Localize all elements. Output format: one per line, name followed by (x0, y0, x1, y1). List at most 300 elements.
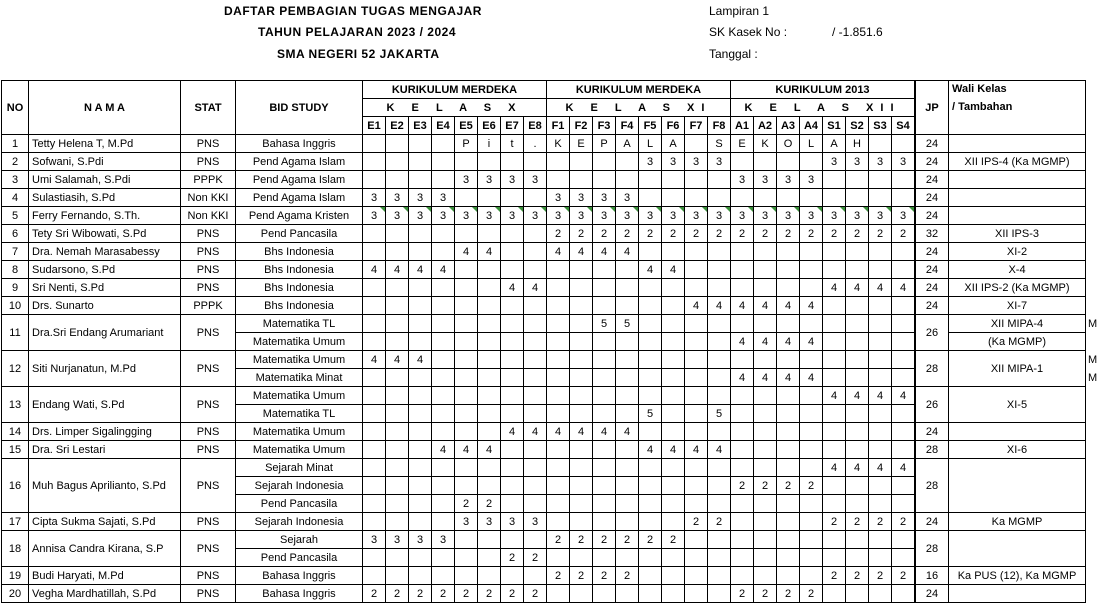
col-header-class-e8: E8 (523, 116, 547, 135)
hours-cell (385, 296, 409, 315)
hours-cell (707, 458, 731, 477)
hours-cell (431, 224, 455, 243)
col-header-class-e2: E2 (385, 116, 409, 135)
subject-name: Bahasa Inggris (235, 566, 363, 585)
hours-cell (684, 332, 708, 351)
teacher-jp: 24 (915, 584, 949, 603)
teacher-wali (948, 584, 1086, 603)
hours-cell (891, 584, 915, 603)
hours-cell (684, 368, 708, 387)
teacher-jp: 24 (915, 206, 949, 225)
hours-cell (707, 584, 731, 603)
hours-cell (408, 332, 432, 351)
teacher-status: Non KKI (180, 206, 236, 225)
row-no: 4 (1, 188, 29, 207)
hours-cell (431, 332, 455, 351)
hours-cell (730, 530, 754, 549)
hours-cell: 2 (753, 584, 777, 603)
hours-cell (845, 494, 869, 513)
hours-cell (592, 548, 616, 567)
hours-cell: 2 (569, 566, 593, 585)
hours-cell (477, 188, 501, 207)
hours-cell: 3 (523, 170, 547, 189)
hours-cell (408, 386, 432, 405)
hours-cell: 3 (592, 206, 616, 225)
hours-cell (454, 386, 478, 405)
hours-cell (592, 494, 616, 513)
hours-cell (661, 584, 685, 603)
hours-cell (477, 386, 501, 405)
hours-cell (868, 494, 892, 513)
hours-cell (776, 152, 800, 171)
hours-cell (615, 296, 639, 315)
hours-cell: E (569, 134, 593, 153)
hours-cell: 3 (661, 206, 685, 225)
hours-cell (868, 242, 892, 261)
hours-cell (891, 368, 915, 387)
hours-cell: 5 (707, 404, 731, 423)
hours-cell: 3 (615, 188, 639, 207)
row-no: 14 (1, 422, 29, 441)
hours-cell (845, 314, 869, 333)
hours-cell (477, 548, 501, 567)
hours-cell (753, 188, 777, 207)
hours-cell (408, 170, 432, 189)
hours-cell (569, 368, 593, 387)
hours-cell: 5 (615, 314, 639, 333)
col-header-class-f5: F5 (638, 116, 662, 135)
hours-cell: P (454, 134, 478, 153)
hours-cell (707, 494, 731, 513)
hours-cell (730, 404, 754, 423)
hours-cell (776, 548, 800, 567)
hours-cell (661, 458, 685, 477)
hours-cell (477, 224, 501, 243)
subject-name: Pend Agama Islam (235, 152, 363, 171)
hours-cell (477, 458, 501, 477)
hours-cell (546, 314, 570, 333)
hours-cell (776, 386, 800, 405)
hours-cell (845, 584, 869, 603)
teacher-wali (948, 134, 1086, 153)
hours-cell (822, 242, 846, 261)
hours-cell: 2 (615, 224, 639, 243)
col-header-class-f6: F6 (661, 116, 685, 135)
hours-cell (822, 188, 846, 207)
hours-cell (362, 278, 386, 297)
subject-name: Matematika Umum (235, 440, 363, 459)
hours-cell (569, 584, 593, 603)
hours-cell (569, 386, 593, 405)
hours-cell (546, 584, 570, 603)
hours-cell (845, 530, 869, 549)
hours-cell (845, 404, 869, 423)
hours-cell: 2 (477, 494, 501, 513)
hours-cell: 3 (684, 152, 708, 171)
teacher-jp: 16 (915, 566, 949, 585)
hours-cell: 4 (730, 296, 754, 315)
hours-cell (845, 332, 869, 351)
hours-cell (431, 494, 455, 513)
hours-cell (408, 278, 432, 297)
col-header-kur1: KURIKULUM MERDEKA (362, 80, 547, 99)
teacher-status: Non KKI (180, 188, 236, 207)
hours-cell: 4 (891, 458, 915, 477)
teacher-status: PNS (180, 260, 236, 279)
hours-cell: 2 (454, 584, 478, 603)
subject-name: Bhs Indonesia (235, 260, 363, 279)
hours-cell (707, 242, 731, 261)
hours-cell (684, 566, 708, 585)
hours-cell (615, 548, 639, 567)
hours-cell (615, 404, 639, 423)
hours-cell (477, 422, 501, 441)
hours-cell: 2 (822, 224, 846, 243)
hours-cell: 4 (362, 350, 386, 369)
hours-cell (707, 350, 731, 369)
hours-cell (454, 566, 478, 585)
hours-cell: 3 (385, 188, 409, 207)
hours-cell (707, 566, 731, 585)
hours-cell (891, 170, 915, 189)
hours-cell (454, 458, 478, 477)
hours-cell (546, 278, 570, 297)
hours-cell (661, 278, 685, 297)
hours-cell (684, 242, 708, 261)
hours-cell: 2 (730, 476, 754, 495)
hours-cell: 4 (523, 278, 547, 297)
hours-cell (684, 494, 708, 513)
hours-cell (822, 530, 846, 549)
hours-cell (431, 368, 455, 387)
hours-cell (730, 242, 754, 261)
row-no: 19 (1, 566, 29, 585)
hours-cell (753, 548, 777, 567)
hours-cell (477, 368, 501, 387)
hours-cell: 4 (615, 422, 639, 441)
hours-cell: 3 (868, 152, 892, 171)
teacher-jp: 24 (915, 422, 949, 441)
hours-cell (776, 242, 800, 261)
col-header-class-s2: S2 (845, 116, 869, 135)
teacher-jp: 24 (915, 260, 949, 279)
col-header-class-e6: E6 (477, 116, 501, 135)
hours-cell (822, 494, 846, 513)
hours-cell (799, 440, 823, 459)
hours-cell (569, 260, 593, 279)
hours-cell (431, 422, 455, 441)
teacher-jp: 24 (915, 170, 949, 189)
col-header-class-s4: S4 (891, 116, 915, 135)
hours-cell (707, 188, 731, 207)
hours-cell (408, 314, 432, 333)
hours-cell (638, 350, 662, 369)
hours-cell: 2 (431, 584, 455, 603)
hours-cell (615, 350, 639, 369)
hours-cell (523, 386, 547, 405)
hours-cell (799, 152, 823, 171)
hours-cell (431, 350, 455, 369)
hours-cell (615, 386, 639, 405)
hours-cell (362, 152, 386, 171)
hours-cell (523, 458, 547, 477)
col-header-kelas-xii: K E L A S XII (730, 98, 915, 117)
hours-cell (684, 350, 708, 369)
hours-cell: 4 (431, 260, 455, 279)
hours-cell (454, 404, 478, 423)
hours-cell (730, 422, 754, 441)
col-header-stat: STAT (180, 80, 236, 135)
hours-cell (661, 296, 685, 315)
hours-cell (362, 548, 386, 567)
hours-cell (799, 404, 823, 423)
lampiran-label: Lampiran 1 (709, 4, 770, 18)
hours-cell (615, 170, 639, 189)
hours-cell: 3 (753, 170, 777, 189)
hours-cell: 4 (431, 440, 455, 459)
hours-cell (799, 512, 823, 531)
hours-cell (408, 548, 432, 567)
hours-cell (431, 134, 455, 153)
hours-cell (523, 152, 547, 171)
teacher-name: Endang Wati, S.Pd (28, 386, 181, 423)
hours-cell: 3 (500, 206, 524, 225)
hours-cell (730, 350, 754, 369)
row-no: 16 (1, 458, 29, 513)
hours-cell (431, 458, 455, 477)
hours-cell (638, 548, 662, 567)
hours-cell: 4 (868, 458, 892, 477)
hours-cell (661, 548, 685, 567)
subject-name: Matematika Umum (235, 386, 363, 405)
teacher-wali: XII IPS-3 (948, 224, 1086, 243)
hours-cell: 2 (845, 512, 869, 531)
hours-cell: 3 (454, 170, 478, 189)
col-header-kelas-xi: K E L A S XI (546, 98, 731, 117)
hours-cell (408, 566, 432, 585)
hours-cell: 4 (707, 296, 731, 315)
hours-cell: A (822, 134, 846, 153)
hours-cell (523, 188, 547, 207)
teacher-wali: Ka MGMP (948, 512, 1086, 531)
hours-cell: 2 (753, 224, 777, 243)
hours-cell (454, 422, 478, 441)
hours-cell (569, 494, 593, 513)
hours-cell (661, 170, 685, 189)
teacher-name: Drs. Limper Sigalingging (28, 422, 181, 441)
hours-cell: 4 (730, 332, 754, 351)
hours-cell (845, 242, 869, 261)
hours-cell (707, 476, 731, 495)
hours-cell (776, 404, 800, 423)
hours-cell (431, 548, 455, 567)
subject-name: Sejarah (235, 530, 363, 549)
hours-cell (799, 314, 823, 333)
hours-cell (362, 458, 386, 477)
col-header-jp: JP (915, 80, 949, 135)
teacher-name: Budi Haryati, M.Pd (28, 566, 181, 585)
hours-cell (638, 512, 662, 531)
hours-cell (592, 386, 616, 405)
hours-cell: 4 (638, 260, 662, 279)
hours-cell (546, 260, 570, 279)
col-header-nama: N A M A (28, 80, 181, 135)
hours-cell (477, 296, 501, 315)
hours-cell (891, 440, 915, 459)
hours-cell (477, 278, 501, 297)
row-no: 6 (1, 224, 29, 243)
hours-cell: 4 (523, 422, 547, 441)
edge-mark: M (1088, 372, 1097, 384)
hours-cell (500, 260, 524, 279)
hours-cell (753, 260, 777, 279)
hours-cell: E (730, 134, 754, 153)
hours-cell: 4 (776, 368, 800, 387)
tanggal-label: Tanggal : (709, 47, 758, 61)
subject-name: Bhs Indonesia (235, 296, 363, 315)
hours-cell: 3 (592, 188, 616, 207)
hours-cell: 2 (546, 566, 570, 585)
teacher-status: PNS (180, 278, 236, 297)
hours-cell: 4 (454, 440, 478, 459)
hours-cell (891, 332, 915, 351)
hours-cell: 3 (362, 206, 386, 225)
hours-cell: 4 (408, 350, 432, 369)
hours-cell: 3 (707, 206, 731, 225)
subject-name: Sejarah Indonesia (235, 512, 363, 531)
hours-cell (362, 566, 386, 585)
hours-cell (845, 422, 869, 441)
hours-cell: 2 (799, 476, 823, 495)
hours-cell (684, 278, 708, 297)
hours-cell (868, 134, 892, 153)
hours-cell: 4 (362, 260, 386, 279)
hours-cell (891, 134, 915, 153)
hours-cell: 3 (776, 206, 800, 225)
hours-cell (592, 170, 616, 189)
col-header-class-e5: E5 (454, 116, 478, 135)
hours-cell (776, 350, 800, 369)
hours-cell (362, 422, 386, 441)
hours-cell (592, 350, 616, 369)
hours-cell: 2 (615, 566, 639, 585)
hours-cell (730, 278, 754, 297)
hours-cell: 2 (891, 512, 915, 531)
hours-cell (753, 386, 777, 405)
hours-cell (661, 494, 685, 513)
hours-cell (592, 458, 616, 477)
hours-cell (431, 296, 455, 315)
hours-cell: A (661, 134, 685, 153)
hours-cell: 4 (822, 458, 846, 477)
hours-cell (477, 350, 501, 369)
hours-cell (891, 530, 915, 549)
hours-cell (845, 188, 869, 207)
hours-cell: 3 (868, 206, 892, 225)
hours-cell: 2 (753, 476, 777, 495)
hours-cell (730, 188, 754, 207)
hours-cell (500, 332, 524, 351)
hours-cell (684, 134, 708, 153)
hours-cell: 4 (707, 440, 731, 459)
hours-cell (385, 566, 409, 585)
hours-cell: 2 (408, 584, 432, 603)
hours-cell (730, 458, 754, 477)
hours-cell (776, 422, 800, 441)
teacher-jp: 28 (915, 350, 949, 387)
hours-cell: 2 (477, 584, 501, 603)
hours-cell (385, 314, 409, 333)
hours-cell (661, 404, 685, 423)
row-no: 9 (1, 278, 29, 297)
hours-cell (546, 332, 570, 351)
row-no: 2 (1, 152, 29, 171)
teacher-status: PNS (180, 584, 236, 603)
hours-cell (546, 476, 570, 495)
hours-cell (776, 530, 800, 549)
hours-cell (408, 224, 432, 243)
hours-cell: 3 (500, 512, 524, 531)
col-header-class-e7: E7 (500, 116, 524, 135)
hours-cell (638, 386, 662, 405)
hours-cell: 4 (592, 242, 616, 261)
hours-cell (684, 548, 708, 567)
hours-cell (684, 422, 708, 441)
hours-cell: 2 (523, 548, 547, 567)
hours-cell: 2 (546, 224, 570, 243)
hours-cell (500, 386, 524, 405)
hours-cell (891, 260, 915, 279)
hours-cell: 4 (385, 350, 409, 369)
hours-cell (891, 548, 915, 567)
subject-name: Sejarah Indonesia (235, 476, 363, 495)
hours-cell (799, 242, 823, 261)
hours-cell (799, 566, 823, 585)
row-no: 20 (1, 584, 29, 603)
hours-cell (408, 422, 432, 441)
hours-cell: 2 (615, 530, 639, 549)
teacher-jp: 28 (915, 440, 949, 459)
hours-cell (408, 440, 432, 459)
hours-cell (684, 404, 708, 423)
hours-cell: 5 (638, 404, 662, 423)
comment-marker (909, 207, 914, 212)
hours-cell: 3 (362, 530, 386, 549)
subject-name: Pend Pancasila (235, 494, 363, 513)
hours-cell (546, 152, 570, 171)
hours-cell (661, 314, 685, 333)
hours-cell (891, 242, 915, 261)
hours-cell: 3 (431, 188, 455, 207)
hours-cell: 3 (546, 188, 570, 207)
row-no: 11 (1, 314, 29, 351)
hours-cell (776, 494, 800, 513)
hours-cell (408, 476, 432, 495)
doc-school: SMA NEGERI 52 JAKARTA (277, 47, 440, 61)
hours-cell (730, 494, 754, 513)
hours-cell (362, 386, 386, 405)
hours-cell (431, 386, 455, 405)
subject-name: Bahasa Inggris (235, 584, 363, 603)
hours-cell (362, 494, 386, 513)
hours-cell: 3 (799, 206, 823, 225)
teacher-name: Dra. Nemah Marasabessy (28, 242, 181, 261)
hours-cell (500, 566, 524, 585)
hours-cell (500, 224, 524, 243)
hours-cell (753, 350, 777, 369)
hours-cell (776, 512, 800, 531)
hours-cell (362, 476, 386, 495)
